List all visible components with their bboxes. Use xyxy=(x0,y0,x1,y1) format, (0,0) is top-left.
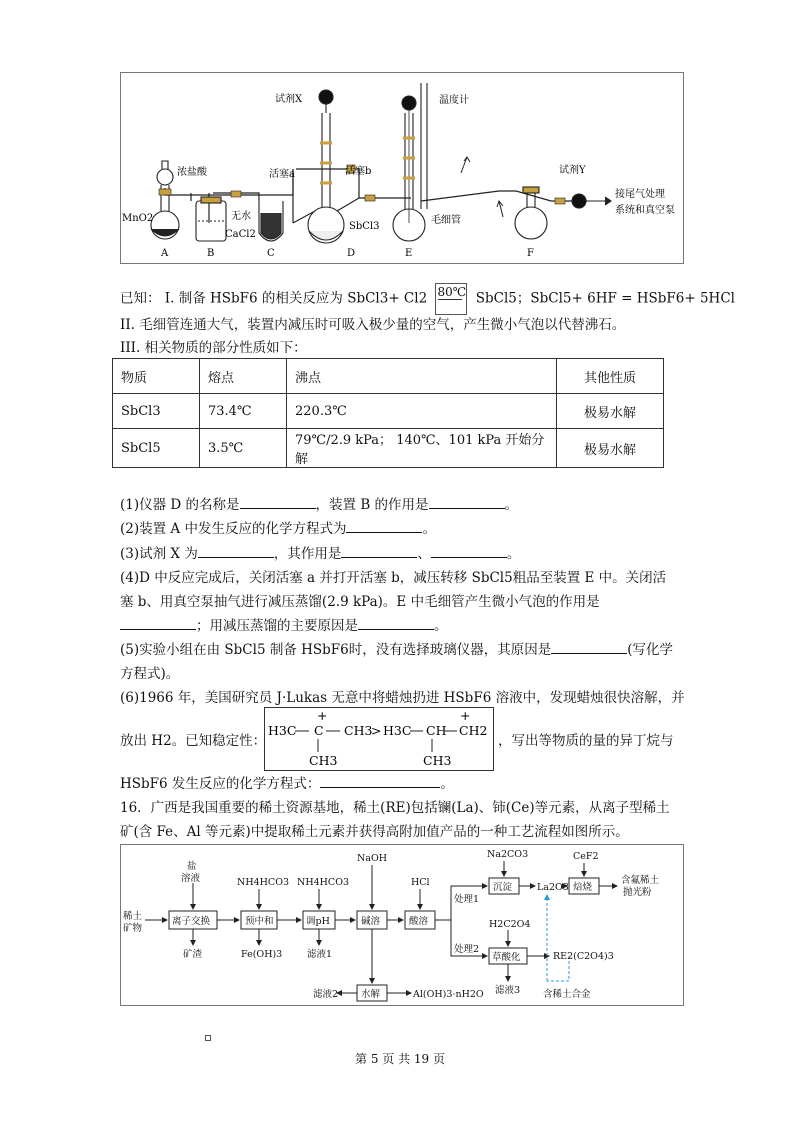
table-cell: 极易水解 xyxy=(557,394,664,429)
plus-sign: + xyxy=(460,708,471,723)
ch2-group: CH2 xyxy=(459,723,488,738)
label-treat-1: 处理1 xyxy=(454,894,480,905)
known-intro: 已知： I. 制备 HSbF6 的相关反应为 SbCl3+ Cl2 xyxy=(120,290,428,307)
ch3-group: CH3 xyxy=(344,723,373,738)
table-cell: 极易水解 xyxy=(557,429,664,468)
q6-text-d: HSbF6 发生反应的化学方程式： xyxy=(120,776,321,792)
label-c: C xyxy=(267,248,275,259)
q16-line-2: 矿(含 Fe、Al 等元素)中提取稀土元素并获得高附加值产品的一种工艺流程如图所示。 xyxy=(120,824,629,840)
property-table xyxy=(112,358,664,468)
q16-line-1: 16．广西是我国重要的稀土资源基地，稀土(RE)包括镧(La)、铈(Ce)等元素，从离子型稀土 xyxy=(120,800,670,816)
question-3 xyxy=(120,542,520,562)
flask-a xyxy=(151,161,179,239)
question-5c: 方程式)。 xyxy=(120,666,180,682)
apparatus-figure xyxy=(120,72,684,264)
label-anhydrous: 无水 xyxy=(231,211,251,222)
q3-text-b: ，其作用是 xyxy=(273,546,342,562)
condition-temp: 80℃ xyxy=(437,285,467,299)
answer-blank[interactable] xyxy=(240,494,316,509)
ch-atom: CH xyxy=(426,723,447,738)
known-rest: SbCl5；SbCl5+ 6HF = HSbF6+ 5HCl xyxy=(475,290,735,307)
label-a: A xyxy=(161,248,169,259)
table-cell: 73.4℃ xyxy=(200,394,287,429)
condenser-tube xyxy=(421,191,516,201)
table-cell: 79℃/2.9 kPa； 140℃、101 kPa 开始分解 xyxy=(287,429,557,468)
q2-text: (2)装置 A 中发生反应的化学方程式为 xyxy=(120,521,347,537)
label-f: F xyxy=(527,248,534,259)
label-h2c2o4: H2C2O4 xyxy=(489,919,531,930)
h3c-group: H3C xyxy=(268,723,297,738)
stability-formula xyxy=(264,707,494,771)
c-atom: C xyxy=(314,723,324,738)
label-reagent-nh4hco3: NH4HCO3 xyxy=(237,877,290,888)
answer-blank[interactable] xyxy=(358,615,434,630)
label-product: 含氟稀土 xyxy=(621,875,660,886)
table-cell: 220.3℃ xyxy=(287,394,557,429)
label-capillary: 毛细管 xyxy=(431,215,461,226)
q6-text-e: 。 xyxy=(440,776,454,792)
table-row xyxy=(113,429,664,468)
label-naoh: NaOH xyxy=(357,853,388,864)
label-hcl: HCl xyxy=(411,877,430,888)
table-cell: SbCl3 xyxy=(113,394,200,429)
process-flow-diagram xyxy=(121,845,683,1005)
answer-blank[interactable] xyxy=(341,543,417,558)
label-ore: 稀土 xyxy=(123,911,143,922)
label-product-2: 抛光粉 xyxy=(623,887,652,898)
question-1 xyxy=(120,493,518,513)
label-aloh3: Al(OH)3·nH2O xyxy=(413,989,484,1000)
known-ii: II. 毛细管连通大气，装置内减压时可吸入极少量的空气，产生微小气泡以代替沸石。 xyxy=(120,317,626,333)
label-filtrate-3: 滤液3 xyxy=(495,985,521,996)
table-header-row xyxy=(113,359,664,394)
label-ion-exchange: 离子交换 xyxy=(172,916,211,927)
label-mno2: MnO2 xyxy=(122,213,154,224)
known-iii: III. 相关物质的部分性质如下： xyxy=(120,340,307,356)
page-mark xyxy=(205,1035,211,1041)
label-vacuum: 系统和真空泵 xyxy=(615,205,675,216)
label-alkali: 碱溶 xyxy=(361,916,381,927)
label-d: D xyxy=(347,248,356,259)
q2-text-b: 。 xyxy=(422,521,436,537)
q1-text-c: 。 xyxy=(504,497,519,513)
label-cef2: CeF2 xyxy=(573,851,599,862)
label-reagent-nh4hco3-2: NH4HCO3 xyxy=(297,877,350,888)
known-line-1 xyxy=(120,283,735,315)
table-header: 沸点 xyxy=(287,359,557,394)
greater-than: > xyxy=(371,723,382,738)
label-reagent-x: 试剂X xyxy=(275,94,303,105)
q1-text-b: ，装置 B 的作用是 xyxy=(315,497,429,513)
q4-text-d: 。 xyxy=(434,618,448,634)
label-cacl2: CaCl2 xyxy=(225,229,256,240)
label-la2o3: La2O3 xyxy=(537,882,569,893)
label-acid: 酸溶 xyxy=(409,916,429,927)
answer-blank[interactable] xyxy=(431,543,507,558)
label-acid-solution-2: 溶液 xyxy=(181,873,201,884)
q3-text: (3)试剂 X 为 xyxy=(120,546,198,562)
label-precipitate: 沉淀 xyxy=(493,882,513,893)
label-e: E xyxy=(405,248,413,259)
label-acid-solution: 盐 xyxy=(187,861,197,872)
label-slag: 矿渣 xyxy=(183,949,203,960)
q3-text-d: 。 xyxy=(506,546,521,562)
answer-blank[interactable] xyxy=(551,639,627,654)
bottle-b xyxy=(196,197,226,241)
question-4a: (4)D 中反应完成后，关闭活塞 a 并打开活塞 b，减压转移 SbCl5粗品至装置 E 中。关闭活 xyxy=(120,570,667,586)
question-4c xyxy=(120,614,448,634)
reaction-condition xyxy=(435,283,467,315)
label-tail-gas: 接尾气处理 xyxy=(615,189,665,200)
label-alloy: 含稀土合金 xyxy=(543,989,591,1000)
plus-sign: + xyxy=(317,708,328,723)
answer-blank[interactable] xyxy=(120,615,196,630)
label-stopcock-b: 活塞b xyxy=(345,166,372,177)
carbocation-structures xyxy=(265,708,493,770)
h3c-group: H3C xyxy=(383,723,412,738)
label-thermometer: 温度计 xyxy=(439,95,469,106)
q4-text-c: ；用减压蒸馏的主要原因是 xyxy=(196,618,358,634)
question-5a xyxy=(120,638,673,658)
label-adjust-ph: 调pH xyxy=(306,916,330,927)
label-na2co3: Na2CO3 xyxy=(487,849,529,860)
condenser-arrows xyxy=(461,157,503,217)
table-header: 其他性质 xyxy=(557,359,664,394)
apparatus-diagram xyxy=(121,73,683,263)
table-header: 熔点 xyxy=(200,359,287,394)
table-row xyxy=(113,394,664,429)
answer-blank[interactable] xyxy=(198,543,274,558)
equilibrium-arrow-icon xyxy=(438,299,462,300)
ch3-group: CH3 xyxy=(309,753,338,768)
label-hydrolysis: 水解 xyxy=(361,989,381,1000)
answer-blank[interactable] xyxy=(346,518,422,533)
q1-text: (1)仪器 D 的名称是 xyxy=(120,497,240,513)
reagent-y-tube xyxy=(572,194,611,208)
label-stopcock-a: 活塞a xyxy=(269,169,295,180)
q3-text-c: 、 xyxy=(417,546,431,562)
tube-a-b xyxy=(165,188,271,195)
answer-blank[interactable] xyxy=(320,773,440,788)
question-6b: 放出 H2。已知稳定性： xyxy=(120,733,267,749)
flask-e xyxy=(393,83,427,241)
label-conc-hcl: 浓盐酸 xyxy=(177,167,207,178)
page-footer: 第 5 页 共 19 页 xyxy=(355,1052,445,1066)
q5-text-b: (写化学 xyxy=(627,642,674,658)
label-filtrate-1: 滤液1 xyxy=(307,949,333,960)
ch3-group: CH3 xyxy=(423,753,452,768)
table-cell: 3.5℃ xyxy=(200,429,287,468)
question-2 xyxy=(120,517,436,537)
label-ore-2: 矿物 xyxy=(123,923,143,934)
label-filtrate-2: 滤液2 xyxy=(313,989,339,1000)
question-4b: 塞 b、用真空泵抽气进行减压蒸馏(2.9 kPa)。E 中毛细管产生微小气泡的作用是 xyxy=(120,594,600,610)
table-cell: SbCl5 xyxy=(113,429,200,468)
label-feoh3: Fe(OH)3 xyxy=(241,949,283,960)
question-6c: ，写出等物质的量的异丁烷与 xyxy=(498,733,674,749)
label-treat-2: 处理2 xyxy=(454,944,480,955)
answer-blank[interactable] xyxy=(429,494,505,509)
q5-text: (5)实验小组在由 SbCl5 制备 HSbF6时，没有选择玻璃仪器，其原因是 xyxy=(120,642,552,658)
label-reagent-y: 试剂Y xyxy=(559,165,586,176)
table-header: 物质 xyxy=(113,359,200,394)
question-6a: (6)1966 年，美国研究员 J·Lukas 无意中将蜡烛扔进 HSbF6 溶液中，发现蜡烛很快溶解，并 xyxy=(120,690,685,706)
question-6d xyxy=(120,772,454,792)
u-tube-c xyxy=(259,201,283,241)
label-pre-neutral: 预中和 xyxy=(245,916,274,927)
label-b: B xyxy=(207,248,215,259)
label-re-oxalate: RE2(C2O4)3 xyxy=(553,951,614,962)
label-calcine: 焙烧 xyxy=(573,882,593,893)
process-flow-figure xyxy=(120,844,684,1006)
label-oxalation: 草酸化 xyxy=(492,952,521,963)
label-sbcl3: SbCl3 xyxy=(349,221,380,232)
